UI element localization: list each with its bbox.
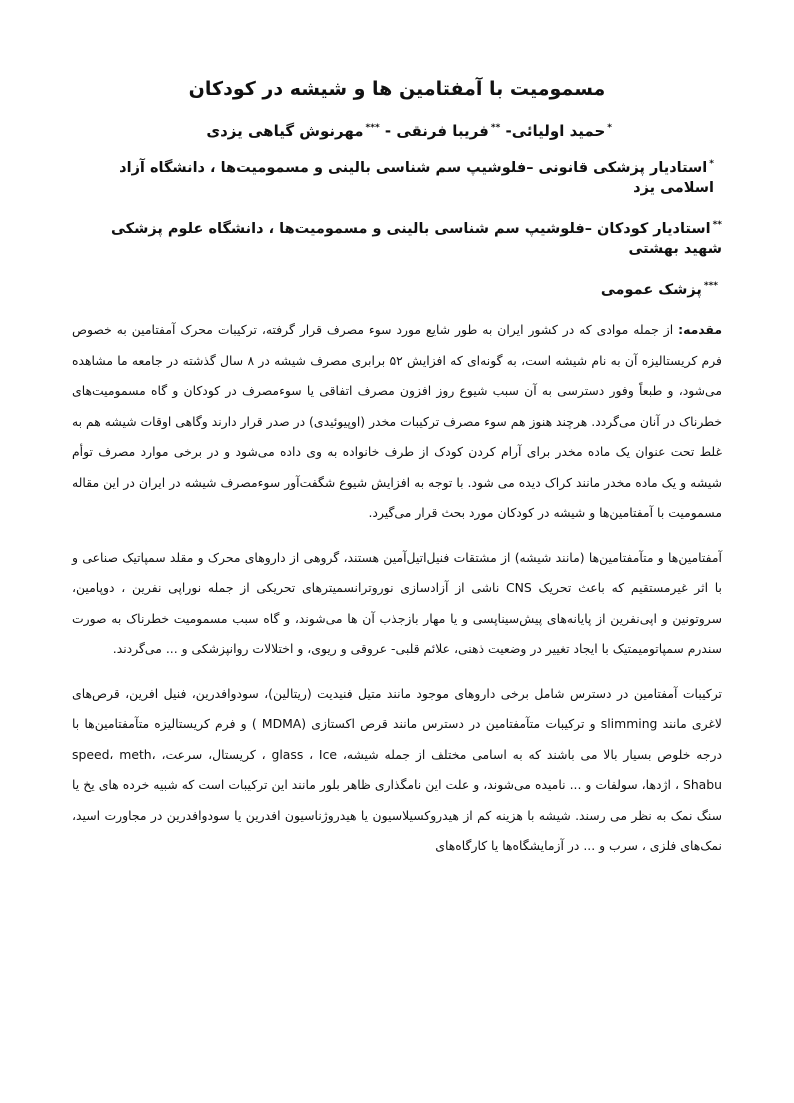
author-3-name: مهرنوش گیاهی یزدی: [206, 122, 364, 140]
intro-heading: مقدمه:: [678, 322, 722, 338]
affiliation-3-text: پزشک عمومی: [600, 281, 702, 298]
author-1-mark: *: [607, 123, 612, 133]
article-title: مسمومیت با آمفتامین ها و شیشه در کودکان: [188, 78, 606, 100]
affiliation-1-mark: *: [709, 159, 714, 169]
affiliation-3: [72, 276, 722, 300]
intro-text: از جمله موادی که در کشور ایران به طور شایع مورد سوء مصرف قرار گرفته، ترکیبات محرک آمفتامین به خصوص فرم کریستالیزه آن به نام شیشه است، به گونه‌ای که افزایش ۵۲ برابری مصرف شیشه در ۸ سال گذشته در جامعه ما مشاهده می‌شود، و طبعاً وفور دسترسی به آن سبب شیوع روز افزون مصرف اتفاقی یا سوءمصرف در کودکان و گاه مسمومیت‌های خطرناک در آنان می‌گردد. هرچند هنوز هم سوء مصرف ترکیبات مخدر (اوپیوئیدی) در صدر قرار دارند وگاهی اوقات شیشه هم به غلط تحت عنوان یک ماده مخدر برای آرام کردن کودک از طرف خانواده به وی داده می‌شود و در برخی موارد مصرف توأم شیشه و یک ماده مخدر مانند کراک دیده می شود. با توجه به افزایش شیوع شگفت‌آور سوءمصرف شیشه در ایران در این مقاله مسمومیت با آمفتامین‌ها و شیشه در کودکان مورد بحث قرار می‌گیرد.: [72, 322, 722, 521]
author-line: [72, 122, 722, 140]
author-2-name: فریبا فرنقی -: [379, 122, 489, 140]
body-paragraph-2: آمفتامین‌ها و متآمفتامین‌ها (مانند شیشه) از مشتقات فنیل‌اتیل‌آمین هستند، گروهی از داروهای محرک و مقلد سمپاتیک صناعی و با اثر غیرمستقیم که باعث تحریک CNS ناشی از آزادسازی نوروترانسمیترهای تحریکی از جمله نوراپی نفرین ، دوپامین، سروتونین و اپی‌نفرین از پایانه‌های پیش‌سیناپسی و یا مهار بازجذب آن ها می‌شوند، و گاه سبب مسمومیت خطرناک به صورت سندرم سمپاتومیمتیک با ایجاد تغییر در وضعیت ذهنی، علائم قلبی- عروقی و ریوی، و اختلالات روانپزشکی و ... می‌گردند.: [72, 549, 722, 657]
affiliation-3-mark: ***: [703, 280, 718, 291]
affiliation-1: [72, 154, 722, 198]
affiliation-1-text: استادیار پزشکی قانونی –فلوشیپ سم شناسی بالینی و مسمومیت‌ها ، دانشگاه آزاد اسلامی یزد: [119, 159, 714, 196]
author-3-mark: ***: [365, 123, 380, 133]
body-paragraph-3: ترکیبات آمفتامین در دسترس شامل برخی داروهای موجود مانند متیل فنیدیت (ریتالین)، سودوافدرین، فنیل افرین، قرص‌های لاغری مانند slimming و ترکیبات متآمفتامین در دسترس مانند قرص اکستازی (MDMA ) و فرم کریستالیزه متآمفتامین‌ها با درجه خلوص بسیار بالا می باشند که به اسامی مختلف از جمله شیشه، glass ، Ice ، کریستال، سرعت، speed، meth، Shabu ، اژدها، سولفات و ... نامیده می‌شوند، و علت این نامگذاری ظاهر بلور مانند این ترکیبات است که شبیه خرده های یخ یا سنگ نمک به نظر می رسند. شیشه با هزینه کم از هیدروکسیلاسیون یا هیدروژناسیون افدرین یا سودوافدرین در مجاورت اسید، نمک‌های فلزی ، سرب و ... در آزمایشگاه‌ها یا کارگاه‌های: [72, 685, 722, 854]
intro-paragraph: [72, 315, 722, 529]
affiliation-2-text: استادیار کودکان –فلوشیپ سم شناسی بالینی و مسمومیت‌ها ، دانشگاه علوم پزشکی شهید بهشتی: [111, 220, 722, 257]
author-2-mark: **: [490, 123, 501, 133]
affiliation-2: [72, 215, 722, 259]
author-1-name: حمید اولیائی-: [500, 122, 606, 140]
affiliation-2-mark: **: [712, 219, 722, 230]
